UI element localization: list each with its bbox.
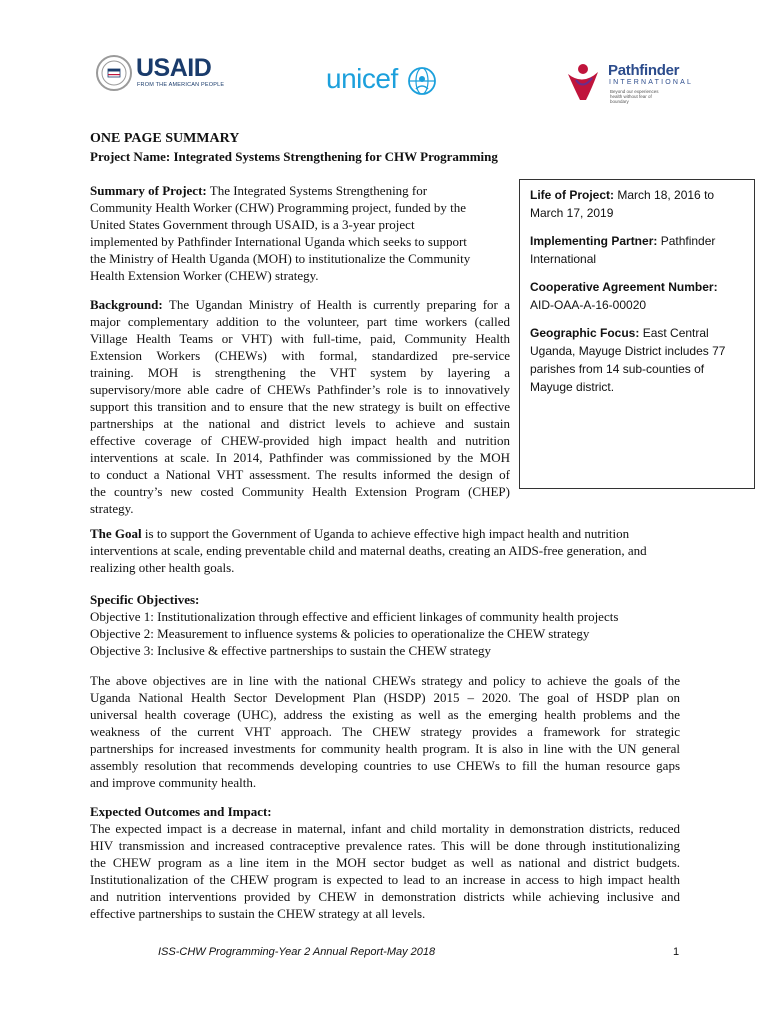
summary-line: the Ministry of Health Uganda (MOH) to institutionalize the Community (90, 251, 471, 266)
usaid-seal-icon (96, 55, 132, 91)
pathfinder-logo-text: Pathfinder (608, 62, 680, 79)
project-name: Project Name: Integrated Systems Strengthening for CHW Programming (90, 149, 498, 164)
objective-item: Objective 1: Institutionalization through effective and efficient linkages of community health projects (90, 609, 619, 624)
unicef-globe-icon (407, 66, 437, 101)
objectives-section (90, 591, 680, 659)
background-line: Extension Workers (CHEWs) with formal, standardized pre-service (90, 348, 510, 363)
usaid-tagline: FROM THE AMERICAN PEOPLE (137, 82, 225, 88)
outcomes-line: effective partnerships to sustain the CHEW strategy at all levels. (90, 906, 426, 921)
summary-paragraph (90, 182, 510, 284)
page-title: ONE PAGE SUMMARY (90, 131, 240, 146)
page-number: 1 (673, 946, 680, 958)
life-of-project-value: March 18, 2016 to March 17, 2019 (530, 188, 715, 220)
outcomes-line: HIV transmission and increased contraceptive prevalence rates. This will be done through institutionalizing (90, 838, 680, 853)
summary-line: United States Government through USAID, is a 3-year project (90, 217, 415, 232)
background-label: Background: (90, 297, 163, 312)
background-line: major complementary addition to the volunteer, part time workers (called (90, 314, 510, 329)
background-line: interventions at scale. In 2014, Pathfinder was commissioned by the MOH (90, 450, 510, 465)
summary-line: The Integrated Systems Strengthening for (206, 183, 428, 198)
alignment-line: assembly resolution that recommends developing countries to use CHEWs to fill the human resource gaps (90, 758, 680, 773)
background-line: supervisory/more able cadre of CHEWs Pathfinder’s role is to innovatively (90, 382, 510, 397)
alignment-line: The above objectives are in line with the national CHEWs strategy and policy to achieve the goals of the (90, 673, 680, 688)
geographic-focus-label: Geographic Focus: (530, 326, 640, 340)
goal-label: The Goal (90, 526, 142, 541)
outcomes-line: and nutrition interventions provided by CHEW in demonstration districts while achieving inclusive and (90, 889, 680, 904)
unicef-logo-text: unicef (326, 63, 398, 94)
alignment-line: Uganda National Health Sector Development Plan (HSDP) 2015 – 2020. The goal of HSDP plan on (90, 690, 680, 705)
agreement-number-label: Cooperative Agreement Number: (530, 280, 718, 294)
outcomes-heading: Expected Outcomes and Impact: (90, 804, 272, 819)
background-line: partnerships at the national and district levels to achieve and sustain (90, 416, 510, 431)
alignment-line: universal health coverage (UHC), address the existing as well as the emerging health problems and the (90, 707, 680, 722)
objective-item: Objective 3: Inclusive & effective partnerships to sustain the CHEW strategy (90, 643, 491, 658)
background-line: to conduct a National VHT assessment. The results informed the design of (90, 467, 510, 482)
alignment-paragraph (90, 672, 680, 791)
summary-line: Community Health Worker (CHW) Programming project, funded by the (90, 200, 466, 215)
background-line: strategy. (90, 501, 134, 516)
objectives-heading: Specific Objectives: (90, 592, 200, 607)
outcomes-section (90, 803, 680, 922)
outcomes-line: The expected impact is a decrease in maternal, infant and child mortality in demonstration districts, reduced (90, 821, 680, 836)
background-line: The Ugandan Ministry of Health is currently preparing for a (162, 297, 510, 312)
life-of-project-label: Life of Project: (530, 188, 615, 202)
background-line: effective coverage of CHEW-provided high impact health and nutrition (90, 433, 510, 448)
pathfinder-logo-subtext: INTERNATIONAL (609, 79, 694, 86)
summary-label: Summary of Project: (90, 183, 207, 198)
alignment-line: and improve community health. (90, 775, 257, 790)
goal-paragraph (90, 525, 680, 576)
alignment-line: partnerships for increased investments for community health program. It is also in line with the UN general (90, 741, 680, 756)
alignment-line: weakness of the current VHT approach. The CHEW strategy provides a framework for strategic (90, 724, 680, 739)
background-line: Village Health Teams or VHT) with full-time, paid, Community Health (90, 331, 510, 346)
background-line: the country’s new costed Community Health Extension Program (CHEP) (90, 484, 510, 499)
page-footer: ISS-CHW Programming-Year 2 Annual Report-May 2018 (158, 946, 436, 958)
goal-line: realizing other health goals. (90, 560, 235, 575)
project-info-box (519, 179, 755, 489)
background-paragraph (90, 296, 510, 517)
geographic-focus-value: East Central Uganda, Mayuge District includes 77 parishes from 14 sub-counties of Mayuge district. (530, 326, 726, 394)
outcomes-line: Institutionalization of the CHEW program is expected to lead to an increase in access to high impact health (90, 872, 680, 887)
pathfinder-figure-icon (562, 60, 604, 107)
objective-item: Objective 2: Measurement to influence systems & policies to operationalize the CHEW strategy (90, 626, 590, 641)
usaid-logo-text: USAID (136, 54, 212, 82)
goal-line: interventions at scale, ending preventable child and maternal deaths, creating an AIDS-free generation, and (90, 543, 647, 558)
implementing-partner-label: Implementing Partner: (530, 234, 658, 248)
summary-line: Health Extension Worker (CHEW) strategy. (90, 268, 319, 283)
outcomes-line: the CHEW program as a line item in the MOH sector budget as well as national and district budgets. (90, 855, 680, 870)
goal-line: is to support the Government of Uganda to achieve effective high impact health and nutrition (141, 526, 630, 541)
agreement-number-value: AID-OAA-A-16-00020 (530, 298, 647, 312)
pathfinder-tagline: Beyond our experiences health without fear of boundary (610, 89, 659, 104)
implementing-partner-value: Pathfinder International (530, 234, 716, 266)
summary-line: implemented by Pathfinder International Uganda which seeks to support (90, 234, 467, 249)
background-line: support this transition and to ensure that the new strategy is built on effective (90, 399, 510, 414)
background-line: training. MOH is strengthening the VHT system by layering a (90, 365, 510, 380)
